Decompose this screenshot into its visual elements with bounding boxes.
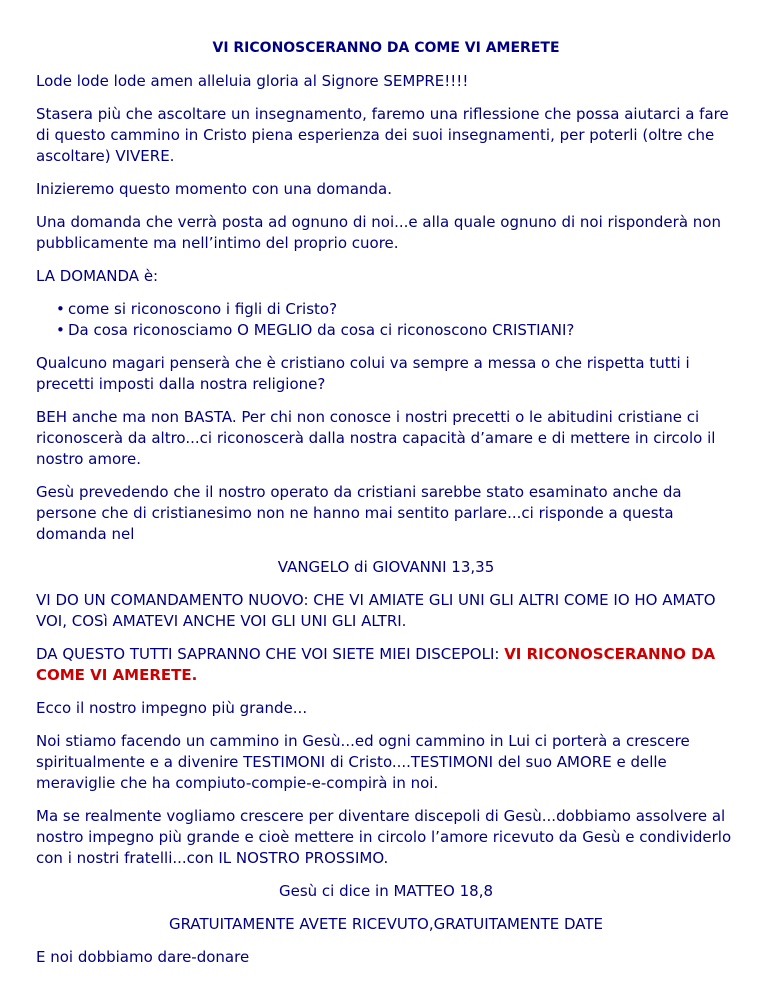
paragraph-give: E noi dobbiamo dare-donare	[36, 948, 250, 966]
paragraph-question-start: Inizieremo questo momento con una domanda.	[36, 180, 393, 198]
list-item	[56, 299, 736, 320]
bullet-icon: •	[56, 321, 65, 339]
paragraph-question-label: LA DOMANDA è:	[36, 267, 159, 285]
scripture-quote-freely: GRATUITAMENTE AVETE RICEVUTO,GRATUITAMENTE DATE	[168, 915, 604, 933]
list-item-text: come si riconoscono i figli di Cristo?	[68, 300, 338, 318]
disciples-text: DA QUESTO TUTTI SAPRANNO CHE VOI SIETE MIEI DISCEPOLI:	[36, 645, 505, 663]
paragraph-christian-question: Qualcuno magari penserà che è cristiano colui va sempre a messa o che rispetta tutti i precetti imposti dalla nostra religione?	[36, 354, 690, 393]
question-list	[36, 299, 736, 341]
highlight-text: VI RICONOSCERANNO DA COME VI AMERETE.	[36, 645, 716, 684]
document-title: VI RICONOSCERANNO DA COME VI AMERETE	[212, 40, 560, 56]
document-page	[36, 38, 736, 980]
bullet-icon: •	[56, 300, 65, 318]
list-item	[56, 320, 736, 341]
paragraph-grow: Ma se realmente vogliamo crescere per diventare discepoli di Gesù...dobbiamo assolvere al nostro impegno più grande e cioè mettere in circolo l’amore ricevuto da Gesù e condividerlo con i nostri fratelli...con IL NOSTRO PROSSIMO.	[36, 807, 732, 867]
list-item-text: Da cosa riconosciamo O MEGLIO da cosa ci riconoscono CRISTIANI?	[68, 321, 575, 339]
scripture-reference-matthew: Gesù ci dice in MATTEO 18,8	[278, 882, 494, 900]
paragraph-greatest-commitment: Ecco il nostro impegno più grande...	[36, 699, 308, 717]
scripture-reference-john: VANGELO di GIOVANNI 13,35	[277, 558, 495, 576]
paragraph-question-explain: Una domanda che verrà posta ad ognuno di noi...e alla quale ognuno di noi risponderà non pubblicamente ma nell’intimo del proprio cuore.	[36, 213, 721, 252]
paragraph-not-enough: BEH anche ma non BASTA. Per chi non conosce i nostri precetti o le abitudini cristiane ci riconoscerà da altro...ci riconoscerà dalla nostra capacità d’amare e di mettere in circolo il nostro amore.	[36, 408, 716, 468]
paragraph-new-commandment: VI DO UN COMANDAMENTO NUOVO: CHE VI AMIATE GLI UNI GLI ALTRI COME IO HO AMATO VOI, COSì AMATEVI ANCHE VOI GLI UNI GLI ALTRI.	[36, 591, 716, 630]
paragraph-praise: Lode lode lode amen alleluia gloria al Signore SEMPRE!!!!	[36, 72, 469, 90]
paragraph-disciples	[36, 644, 736, 686]
paragraph-journey: Noi stiamo facendo un cammino in Gesù...ed ogni cammino in Lui ci porterà a crescere spiritualmente e a divenire TESTIMONI di Cristo....TESTIMONI del suo AMORE e delle meraviglie che ha compiuto-compie-e-compirà in noi.	[36, 732, 690, 792]
paragraph-jesus-foresaw: Gesù prevedendo che il nostro operato da cristiani sarebbe stato esaminato anche da persone che di cristianesimo non ne hanno mai sentito parlare...ci risponde a questa domanda nel	[36, 483, 682, 543]
paragraph-intro: Stasera più che ascoltare un insegnamento, faremo una riflessione che possa aiutarci a fare di questo cammino in Cristo piena esperienza dei suoi insegnamenti, per poterli (oltre che ascoltare) VIVERE.	[36, 105, 729, 165]
